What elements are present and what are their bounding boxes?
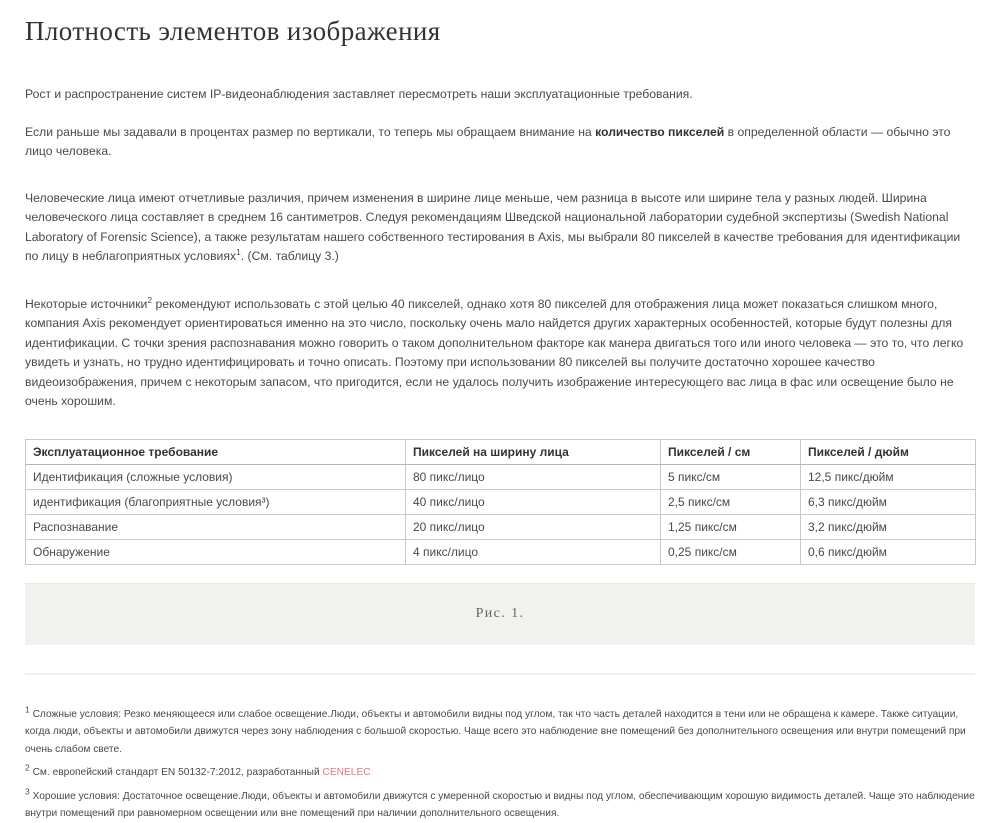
table-cell: 0,25 пикс/см bbox=[661, 539, 801, 564]
table-cell: 20 пикс/лицо bbox=[406, 514, 661, 539]
footnote-marker: 2 bbox=[25, 762, 30, 773]
table-row bbox=[26, 539, 976, 564]
table-cell: 2,5 пикс/см bbox=[661, 489, 801, 514]
paragraph-sources bbox=[25, 295, 975, 412]
table-cell: идентификация (благоприятные условия³) bbox=[26, 489, 406, 514]
footnote-text: Сложные условия: Резко меняющееся или слабое освещение.Люди, объекты и автомобили видны под углом, так что часть деталей находится в тени или не обращена к камере. Также ситуации, когда люди, объекты и автомобили движутся через зону наблюдения с большой скоростью. Чаще всего это наблюдение вне помещений без дополнительного освещения или внутри помещений при очень слабом свете. bbox=[25, 708, 966, 755]
table-cell: 40 пикс/лицо bbox=[406, 489, 661, 514]
section-divider bbox=[25, 673, 975, 675]
table-row bbox=[26, 514, 976, 539]
table-cell: 4 пикс/лицо bbox=[406, 539, 661, 564]
table-header-cell: Эксплуатационное требование bbox=[26, 439, 406, 464]
footnote-marker: 1 bbox=[25, 704, 30, 715]
footnote-ref-1[interactable]: 1 bbox=[236, 247, 241, 258]
footnote-marker: 3 bbox=[25, 786, 30, 797]
table-header-cell: Пикселей на ширину лица bbox=[406, 439, 661, 464]
table-cell: 1,25 пикс/см bbox=[661, 514, 801, 539]
paragraph-intro-text: Рост и распространение систем IP-видеонаблюдения заставляет пересмотреть наши эксплуатационные требования. bbox=[25, 87, 693, 102]
paragraph-sources-after: рекомендуют использовать с этой целью 40 пикселей, однако хотя 80 пикселей для отображения лица может показаться слишком много, компания Axis рекомендует ориентироваться именно на это число, поскольку очень мало найдется других характерных особенностей, которые будут полезны для идентификации. С точки зрения распознавания можно говорить о таком дополнительном факторе как манера двигаться того или иного человека — это то, что легко увидеть и узнать, но трудно идентифицировать и точно описать. Поэтому при использовании 80 пикселей вы получите достаточно хорошее качество видеоизображения, причем с некоторым запасом, что пригодится, если не удалось получить изображение интересующего вас лица в фас или освещение было не очень хорошим. bbox=[25, 296, 964, 409]
paragraph-intro bbox=[25, 85, 975, 105]
figure-placeholder bbox=[25, 583, 975, 645]
table-cell: 0,6 пикс/дюйм bbox=[801, 539, 976, 564]
footnote-ref-2[interactable]: 2 bbox=[147, 294, 153, 305]
table-cell: 6,3 пикс/дюйм bbox=[801, 489, 976, 514]
table-cell: 3,2 пикс/дюйм bbox=[801, 514, 976, 539]
footnote-3 bbox=[25, 788, 975, 823]
table-header-row bbox=[26, 439, 976, 464]
table-header-cell: Пикселей / дюйм bbox=[801, 439, 976, 464]
paragraph-face-width-after: . (См. таблицу 3.) bbox=[240, 249, 339, 264]
paragraph-sources-before: Некоторые источники bbox=[25, 296, 148, 311]
table-row bbox=[26, 464, 976, 489]
paragraph-face-width-before: Человеческие лица имеют отчетливые различия, причем изменения в ширине лице меньше, чем разница в высоте или ширине тела у разных людей. Ширина человеческого лица составляет в среднем 16 сантиметров. Следуя рекомендациям Шведской национальной лаборатории судебной экспертизы (Swedish National Laboratory of Forensic Science), а также результатам нашего собственного тестирования в Axis, мы выбрали 80 пикселей в качестве требования для идентификации по лицу в неблагоприятных условиях bbox=[25, 190, 961, 264]
table-cell: Распознавание bbox=[26, 514, 406, 539]
cenelec-link[interactable]: CENELEC bbox=[322, 767, 371, 779]
footnote-text: См. европейский стандарт EN 50132-7:2012, разработанный bbox=[32, 767, 323, 779]
table-cell: 12,5 пикс/дюйм bbox=[801, 464, 976, 489]
footnote-2 bbox=[25, 764, 975, 782]
footnotes-section bbox=[25, 706, 975, 823]
table-cell: 80 пикс/лицо bbox=[406, 464, 661, 489]
table-cell: Идентификация (сложные условия) bbox=[26, 464, 406, 489]
table-cell: Обнаружение bbox=[26, 539, 406, 564]
paragraph-pixel-count bbox=[25, 123, 975, 162]
emphasis-pixel-count: количество пикселей bbox=[595, 124, 725, 139]
paragraph-pixel-count-after: в определенной области — обычно это лицо человека. bbox=[25, 124, 951, 159]
figure-caption: Рис. 1. bbox=[475, 606, 525, 622]
requirements-table bbox=[25, 439, 976, 565]
table-cell: 5 пикс/см bbox=[661, 464, 801, 489]
paragraph-face-width bbox=[25, 189, 975, 267]
paragraph-pixel-count-before: Если раньше мы задавали в процентах размер по вертикали, то теперь мы обращаем внимание на bbox=[25, 124, 596, 139]
table-row bbox=[26, 489, 976, 514]
footnote-1 bbox=[25, 706, 975, 759]
page-title: Плотность элементов изображения bbox=[25, 16, 441, 46]
table-header-cell: Пикселей / см bbox=[661, 439, 801, 464]
footnote-text: Хорошие условия: Достаточное освещение.Люди, объекты и автомобили движутся с умеренной скоростью и видны под углом, обеспечивающим хорошую видимость деталей. Чаще это наблюдение внутри помещений при равномерном освещении или вне помещений при наличии дополнительного освещения. bbox=[25, 790, 975, 820]
